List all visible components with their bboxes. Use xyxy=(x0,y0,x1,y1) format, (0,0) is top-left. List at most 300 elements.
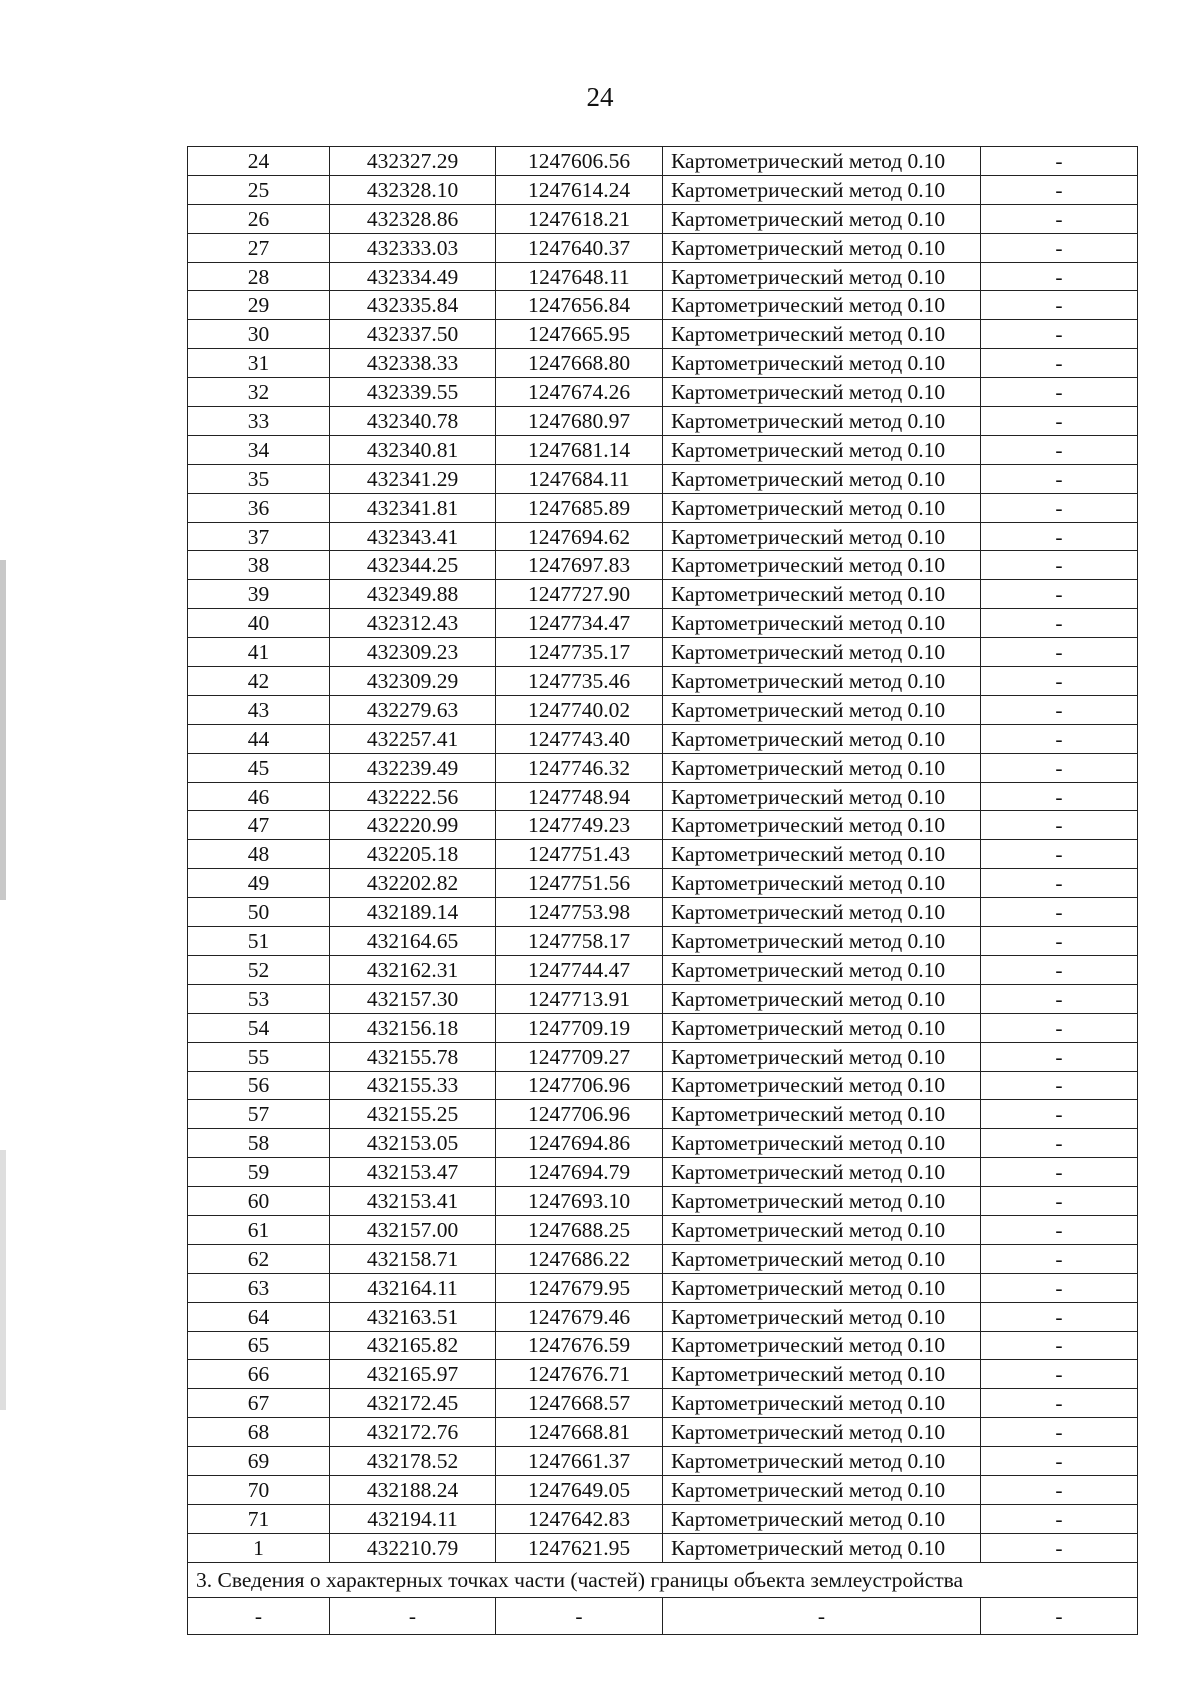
table-cell-description: - xyxy=(981,1100,1138,1129)
table-cell-point-number: 37 xyxy=(188,522,330,551)
table-cell-description: - xyxy=(981,175,1138,204)
table-cell-y: 1247697.83 xyxy=(496,551,663,580)
table-row xyxy=(188,262,1138,291)
table-cell-description: - xyxy=(981,233,1138,262)
table-cell-x: 432188.24 xyxy=(330,1475,496,1504)
table-cell-method: - xyxy=(663,1597,981,1634)
table-row xyxy=(188,1158,1138,1187)
table-cell-x: 432335.84 xyxy=(330,291,496,320)
table-cell-y: - xyxy=(496,1597,663,1634)
table-row xyxy=(188,927,1138,956)
table-cell-method: Картометрический метод 0.10 xyxy=(663,1215,981,1244)
table-cell-method: Картометрический метод 0.10 xyxy=(663,175,981,204)
table-row xyxy=(188,1533,1138,1562)
table-cell-method: Картометрический метод 0.10 xyxy=(663,407,981,436)
table-cell-y: 1247751.56 xyxy=(496,869,663,898)
table-cell-description: - xyxy=(981,291,1138,320)
table-row xyxy=(188,724,1138,753)
table-cell-y: 1247648.11 xyxy=(496,262,663,291)
table-row xyxy=(188,175,1138,204)
table-cell-point-number: 51 xyxy=(188,927,330,956)
table-row xyxy=(188,1244,1138,1273)
table-row xyxy=(188,522,1138,551)
table-cell-x: 432338.33 xyxy=(330,349,496,378)
table-cell-y: 1247621.95 xyxy=(496,1533,663,1562)
table-cell-point-number: 62 xyxy=(188,1244,330,1273)
table-cell-y: 1247706.96 xyxy=(496,1100,663,1129)
table-cell-y: 1247694.79 xyxy=(496,1158,663,1187)
table-cell-point-number: 67 xyxy=(188,1389,330,1418)
table-cell-method: Картометрический метод 0.10 xyxy=(663,233,981,262)
table-cell-y: 1247758.17 xyxy=(496,927,663,956)
table-cell-x: 432328.86 xyxy=(330,204,496,233)
table-cell-method: Картометрический метод 0.10 xyxy=(663,1360,981,1389)
table-cell-x: 432164.65 xyxy=(330,927,496,956)
table-cell-method: Картометрический метод 0.10 xyxy=(663,551,981,580)
table-cell-method: Картометрический метод 0.10 xyxy=(663,378,981,407)
table-cell-x: 432158.71 xyxy=(330,1244,496,1273)
table-cell-method: Картометрический метод 0.10 xyxy=(663,1071,981,1100)
table-cell-y: 1247713.91 xyxy=(496,984,663,1013)
table-cell-method: Картометрический метод 0.10 xyxy=(663,1273,981,1302)
table-cell-y: 1247735.46 xyxy=(496,667,663,696)
table-row xyxy=(188,1302,1138,1331)
table-cell-description: - xyxy=(981,1475,1138,1504)
table-cell-x: 432339.55 xyxy=(330,378,496,407)
table-cell-y: 1247680.97 xyxy=(496,407,663,436)
table-cell-point-number: 41 xyxy=(188,638,330,667)
table-cell-method: Картометрический метод 0.10 xyxy=(663,667,981,696)
table-cell-method: Картометрический метод 0.10 xyxy=(663,1447,981,1476)
table-row xyxy=(188,551,1138,580)
table-cell-point-number: 39 xyxy=(188,580,330,609)
table-cell-y: 1247694.62 xyxy=(496,522,663,551)
table-cell-point-number: 60 xyxy=(188,1187,330,1216)
table-cell-method: Картометрический метод 0.10 xyxy=(663,493,981,522)
table-cell-description: - xyxy=(981,1273,1138,1302)
table-cell-description: - xyxy=(981,1013,1138,1042)
table-cell-x: 432155.78 xyxy=(330,1042,496,1071)
table-cell-description: - xyxy=(981,1389,1138,1418)
table-row xyxy=(188,349,1138,378)
table-cell-method: Картометрический метод 0.10 xyxy=(663,1331,981,1360)
table-cell-x: 432344.25 xyxy=(330,551,496,580)
table-cell-y: 1247674.26 xyxy=(496,378,663,407)
table-row xyxy=(188,493,1138,522)
table-cell-method: Картометрический метод 0.10 xyxy=(663,204,981,233)
table-cell-y: 1247709.19 xyxy=(496,1013,663,1042)
table-cell-point-number: 31 xyxy=(188,349,330,378)
table-cell-point-number: 52 xyxy=(188,955,330,984)
table-cell-method: Картометрический метод 0.10 xyxy=(663,869,981,898)
table-cell-method: Картометрический метод 0.10 xyxy=(663,753,981,782)
table-cell-y: 1247618.21 xyxy=(496,204,663,233)
table-row xyxy=(188,984,1138,1013)
table-cell-y: 1247748.94 xyxy=(496,782,663,811)
table-cell-point-number: 46 xyxy=(188,782,330,811)
table-cell-method: Картометрический метод 0.10 xyxy=(663,1504,981,1533)
table-cell-y: 1247668.57 xyxy=(496,1389,663,1418)
table-row xyxy=(188,753,1138,782)
table-cell-point-number: 38 xyxy=(188,551,330,580)
table-cell-point-number: 36 xyxy=(188,493,330,522)
table-cell-x: 432341.81 xyxy=(330,493,496,522)
table-row xyxy=(188,291,1138,320)
table-cell-x: 432178.52 xyxy=(330,1447,496,1476)
table-cell-y: 1247734.47 xyxy=(496,609,663,638)
table-cell-description: - xyxy=(981,320,1138,349)
table-cell-x: 432279.63 xyxy=(330,695,496,724)
table-cell-description: - xyxy=(981,1597,1138,1634)
table-cell-description: - xyxy=(981,869,1138,898)
table-row xyxy=(188,695,1138,724)
table-cell-method: Картометрический метод 0.10 xyxy=(663,609,981,638)
table-cell-y: 1247665.95 xyxy=(496,320,663,349)
table-cell-x: 432205.18 xyxy=(330,840,496,869)
table-row xyxy=(188,667,1138,696)
table-cell-x: 432194.11 xyxy=(330,1504,496,1533)
table-cell-x: 432157.30 xyxy=(330,984,496,1013)
table-cell-description: - xyxy=(981,1447,1138,1476)
table-row xyxy=(188,1100,1138,1129)
table-cell-y: 1247606.56 xyxy=(496,147,663,176)
table-cell-point-number: 69 xyxy=(188,1447,330,1476)
table-cell-y: 1247684.11 xyxy=(496,464,663,493)
table-cell-x: 432340.81 xyxy=(330,435,496,464)
table-cell-y: 1247740.02 xyxy=(496,695,663,724)
table-cell-x: 432334.49 xyxy=(330,262,496,291)
table-row xyxy=(188,638,1138,667)
table-cell-x: 432165.97 xyxy=(330,1360,496,1389)
table-cell-x: 432343.41 xyxy=(330,522,496,551)
table-row xyxy=(188,435,1138,464)
table-cell-point-number: 28 xyxy=(188,262,330,291)
table-cell-method: Картометрический метод 0.10 xyxy=(663,927,981,956)
table-cell-description: - xyxy=(981,1504,1138,1533)
table-row xyxy=(188,378,1138,407)
table-cell-description: - xyxy=(981,580,1138,609)
table-cell-method: Картометрический метод 0.10 xyxy=(663,1187,981,1216)
table-row xyxy=(188,1447,1138,1476)
table-cell-description: - xyxy=(981,1244,1138,1273)
table-cell-point-number: - xyxy=(188,1597,330,1634)
table-cell-x: 432222.56 xyxy=(330,782,496,811)
table-cell-y: 1247649.05 xyxy=(496,1475,663,1504)
table-cell-point-number: 56 xyxy=(188,1071,330,1100)
table-cell-y: 1247743.40 xyxy=(496,724,663,753)
table-cell-description: - xyxy=(981,667,1138,696)
section3-title: 3. Сведения о характерных точках части (частей) границы объекта землеустройства xyxy=(188,1562,1138,1597)
boundary-points-table-wrap xyxy=(187,146,1137,1635)
table-cell-description: - xyxy=(981,753,1138,782)
table-row xyxy=(188,407,1138,436)
table-row xyxy=(188,1418,1138,1447)
table-row xyxy=(188,1129,1138,1158)
table-cell-method: Картометрический метод 0.10 xyxy=(663,1100,981,1129)
table-cell-y: 1247706.96 xyxy=(496,1071,663,1100)
table-cell-y: 1247694.86 xyxy=(496,1129,663,1158)
table-cell-x: 432220.99 xyxy=(330,811,496,840)
table-cell-x: 432210.79 xyxy=(330,1533,496,1562)
table-cell-point-number: 27 xyxy=(188,233,330,262)
table-cell-description: - xyxy=(981,1302,1138,1331)
table-cell-point-number: 59 xyxy=(188,1158,330,1187)
table-cell-description: - xyxy=(981,1418,1138,1447)
table-cell-point-number: 33 xyxy=(188,407,330,436)
table-row xyxy=(188,898,1138,927)
table-cell-point-number: 54 xyxy=(188,1013,330,1042)
table-cell-method: Картометрический метод 0.10 xyxy=(663,638,981,667)
table-body xyxy=(188,147,1138,1563)
table-cell-method: Картометрический метод 0.10 xyxy=(663,840,981,869)
table-cell-y: 1247688.25 xyxy=(496,1215,663,1244)
table-cell-point-number: 71 xyxy=(188,1504,330,1533)
table-cell-point-number: 42 xyxy=(188,667,330,696)
table-row xyxy=(188,1042,1138,1071)
table-cell-description: - xyxy=(981,493,1138,522)
table-cell-x: 432153.05 xyxy=(330,1129,496,1158)
table-cell-x: 432163.51 xyxy=(330,1302,496,1331)
table-cell-description: - xyxy=(981,1533,1138,1562)
table-cell-description: - xyxy=(981,435,1138,464)
table-row xyxy=(188,1504,1138,1533)
table-cell-method: Картометрический метод 0.10 xyxy=(663,1013,981,1042)
table-cell-point-number: 65 xyxy=(188,1331,330,1360)
table-cell-y: 1247668.81 xyxy=(496,1418,663,1447)
table-cell-x: 432155.33 xyxy=(330,1071,496,1100)
table-cell-x: 432157.00 xyxy=(330,1215,496,1244)
table-cell-method: Картометрический метод 0.10 xyxy=(663,811,981,840)
table-row xyxy=(188,1360,1138,1389)
table-cell-y: 1247679.46 xyxy=(496,1302,663,1331)
table-cell-method: Картометрический метод 0.10 xyxy=(663,898,981,927)
table-cell-y: 1247693.10 xyxy=(496,1187,663,1216)
table-cell-x: 432155.25 xyxy=(330,1100,496,1129)
table-cell-y: 1247749.23 xyxy=(496,811,663,840)
table-cell-point-number: 30 xyxy=(188,320,330,349)
table-cell-description: - xyxy=(981,349,1138,378)
table-cell-point-number: 70 xyxy=(188,1475,330,1504)
table-cell-y: 1247727.90 xyxy=(496,580,663,609)
table-cell-point-number: 44 xyxy=(188,724,330,753)
table-cell-point-number: 43 xyxy=(188,695,330,724)
table-cell-x: 432189.14 xyxy=(330,898,496,927)
table-cell-point-number: 66 xyxy=(188,1360,330,1389)
table-cell-point-number: 49 xyxy=(188,869,330,898)
table-cell-description: - xyxy=(981,378,1138,407)
table-cell-method: Картометрический метод 0.10 xyxy=(663,724,981,753)
table-cell-point-number: 47 xyxy=(188,811,330,840)
table-cell-y: 1247661.37 xyxy=(496,1447,663,1476)
table-cell-x: 432202.82 xyxy=(330,869,496,898)
table-cell-x: 432333.03 xyxy=(330,233,496,262)
table-cell-description: - xyxy=(981,782,1138,811)
table-cell-description: - xyxy=(981,1158,1138,1187)
table-cell-method: Картометрический метод 0.10 xyxy=(663,291,981,320)
table-cell-point-number: 48 xyxy=(188,840,330,869)
table-cell-point-number: 35 xyxy=(188,464,330,493)
table-cell-point-number: 63 xyxy=(188,1273,330,1302)
table-row xyxy=(188,782,1138,811)
table-cell-method: Картометрический метод 0.10 xyxy=(663,262,981,291)
table-cell-x: 432328.10 xyxy=(330,175,496,204)
table-cell-x: 432257.41 xyxy=(330,724,496,753)
table-cell-point-number: 64 xyxy=(188,1302,330,1331)
table-cell-description: - xyxy=(981,1042,1138,1071)
table-cell-y: 1247656.84 xyxy=(496,291,663,320)
table-cell-point-number: 55 xyxy=(188,1042,330,1071)
table-cell-point-number: 40 xyxy=(188,609,330,638)
table-cell-method: Картометрический метод 0.10 xyxy=(663,1418,981,1447)
table-cell-x: 432153.41 xyxy=(330,1187,496,1216)
table-cell-y: 1247735.17 xyxy=(496,638,663,667)
table-cell-point-number: 32 xyxy=(188,378,330,407)
table-row xyxy=(188,233,1138,262)
table-cell-description: - xyxy=(981,1360,1138,1389)
boundary-points-table xyxy=(187,146,1138,1635)
table-cell-x: 432309.29 xyxy=(330,667,496,696)
table-cell-method: Картометрический метод 0.10 xyxy=(663,435,981,464)
table-cell-method: Картометрический метод 0.10 xyxy=(663,349,981,378)
section3-empty-row xyxy=(188,1597,1138,1634)
table-cell-method: Картометрический метод 0.10 xyxy=(663,522,981,551)
table-cell-description: - xyxy=(981,955,1138,984)
table-cell-y: 1247685.89 xyxy=(496,493,663,522)
section3-body xyxy=(188,1562,1138,1634)
table-cell-point-number: 34 xyxy=(188,435,330,464)
table-cell-x: 432349.88 xyxy=(330,580,496,609)
table-cell-x: 432309.23 xyxy=(330,638,496,667)
table-cell-point-number: 1 xyxy=(188,1533,330,1562)
table-cell-point-number: 25 xyxy=(188,175,330,204)
table-cell-point-number: 57 xyxy=(188,1100,330,1129)
table-cell-point-number: 58 xyxy=(188,1129,330,1158)
table-cell-method: Картометрический метод 0.10 xyxy=(663,464,981,493)
table-row xyxy=(188,1389,1138,1418)
table-cell-point-number: 24 xyxy=(188,147,330,176)
table-cell-x: 432312.43 xyxy=(330,609,496,638)
table-cell-y: 1247746.32 xyxy=(496,753,663,782)
table-cell-description: - xyxy=(981,262,1138,291)
table-cell-description: - xyxy=(981,1187,1138,1216)
table-cell-method: Картометрический метод 0.10 xyxy=(663,320,981,349)
table-cell-x: 432165.82 xyxy=(330,1331,496,1360)
table-cell-point-number: 53 xyxy=(188,984,330,1013)
scan-edge-mark xyxy=(0,560,6,900)
table-cell-description: - xyxy=(981,464,1138,493)
table-cell-y: 1247642.83 xyxy=(496,1504,663,1533)
table-cell-method: Картометрический метод 0.10 xyxy=(663,147,981,176)
table-cell-point-number: 45 xyxy=(188,753,330,782)
table-cell-y: 1247676.71 xyxy=(496,1360,663,1389)
table-row xyxy=(188,869,1138,898)
scan-edge-mark xyxy=(0,1150,6,1410)
table-cell-description: - xyxy=(981,522,1138,551)
table-row xyxy=(188,1215,1138,1244)
table-cell-description: - xyxy=(981,1129,1138,1158)
table-cell-description: - xyxy=(981,695,1138,724)
table-cell-point-number: 61 xyxy=(188,1215,330,1244)
table-cell-y: 1247676.59 xyxy=(496,1331,663,1360)
table-cell-description: - xyxy=(981,204,1138,233)
table-cell-method: Картометрический метод 0.10 xyxy=(663,580,981,609)
table-cell-description: - xyxy=(981,840,1138,869)
table-row xyxy=(188,1013,1138,1042)
table-cell-y: 1247640.37 xyxy=(496,233,663,262)
table-cell-x: - xyxy=(330,1597,496,1634)
table-cell-x: 432337.50 xyxy=(330,320,496,349)
table-row xyxy=(188,840,1138,869)
table-cell-method: Картометрический метод 0.10 xyxy=(663,1533,981,1562)
table-cell-method: Картометрический метод 0.10 xyxy=(663,782,981,811)
table-row xyxy=(188,811,1138,840)
table-cell-method: Картометрический метод 0.10 xyxy=(663,1389,981,1418)
table-cell-x: 432239.49 xyxy=(330,753,496,782)
table-cell-y: 1247681.14 xyxy=(496,435,663,464)
table-cell-y: 1247751.43 xyxy=(496,840,663,869)
table-cell-x: 432156.18 xyxy=(330,1013,496,1042)
table-row xyxy=(188,147,1138,176)
table-cell-description: - xyxy=(981,551,1138,580)
table-cell-y: 1247679.95 xyxy=(496,1273,663,1302)
table-cell-description: - xyxy=(981,811,1138,840)
table-cell-method: Картометрический метод 0.10 xyxy=(663,955,981,984)
table-cell-point-number: 68 xyxy=(188,1418,330,1447)
table-cell-point-number: 29 xyxy=(188,291,330,320)
table-cell-method: Картометрический метод 0.10 xyxy=(663,1302,981,1331)
table-row xyxy=(188,609,1138,638)
table-cell-y: 1247668.80 xyxy=(496,349,663,378)
table-cell-y: 1247709.27 xyxy=(496,1042,663,1071)
table-cell-x: 432340.78 xyxy=(330,407,496,436)
table-cell-x: 432153.47 xyxy=(330,1158,496,1187)
table-cell-method: Картометрический метод 0.10 xyxy=(663,695,981,724)
table-row xyxy=(188,580,1138,609)
table-cell-method: Картометрический метод 0.10 xyxy=(663,1129,981,1158)
table-cell-point-number: 50 xyxy=(188,898,330,927)
table-cell-method: Картометрический метод 0.10 xyxy=(663,1042,981,1071)
table-cell-x: 432164.11 xyxy=(330,1273,496,1302)
table-cell-y: 1247614.24 xyxy=(496,175,663,204)
table-cell-description: - xyxy=(981,1215,1138,1244)
page-number: 24 xyxy=(586,82,614,112)
table-cell-description: - xyxy=(981,147,1138,176)
table-cell-x: 432162.31 xyxy=(330,955,496,984)
table-cell-x: 432172.45 xyxy=(330,1389,496,1418)
table-cell-description: - xyxy=(981,609,1138,638)
table-cell-method: Картометрический метод 0.10 xyxy=(663,1158,981,1187)
section3-header-row xyxy=(188,1562,1138,1597)
table-cell-description: - xyxy=(981,927,1138,956)
table-cell-description: - xyxy=(981,407,1138,436)
table-cell-description: - xyxy=(981,638,1138,667)
table-cell-method: Картометрический метод 0.10 xyxy=(663,1244,981,1273)
table-row xyxy=(188,1187,1138,1216)
table-cell-point-number: 26 xyxy=(188,204,330,233)
table-cell-description: - xyxy=(981,724,1138,753)
table-cell-x: 432341.29 xyxy=(330,464,496,493)
table-cell-description: - xyxy=(981,984,1138,1013)
table-row xyxy=(188,320,1138,349)
table-cell-description: - xyxy=(981,1071,1138,1100)
table-cell-description: - xyxy=(981,898,1138,927)
table-row xyxy=(188,1273,1138,1302)
table-cell-x: 432327.29 xyxy=(330,147,496,176)
table-cell-method: Картометрический метод 0.10 xyxy=(663,1475,981,1504)
table-cell-method: Картометрический метод 0.10 xyxy=(663,984,981,1013)
table-cell-y: 1247744.47 xyxy=(496,955,663,984)
table-row xyxy=(188,1331,1138,1360)
